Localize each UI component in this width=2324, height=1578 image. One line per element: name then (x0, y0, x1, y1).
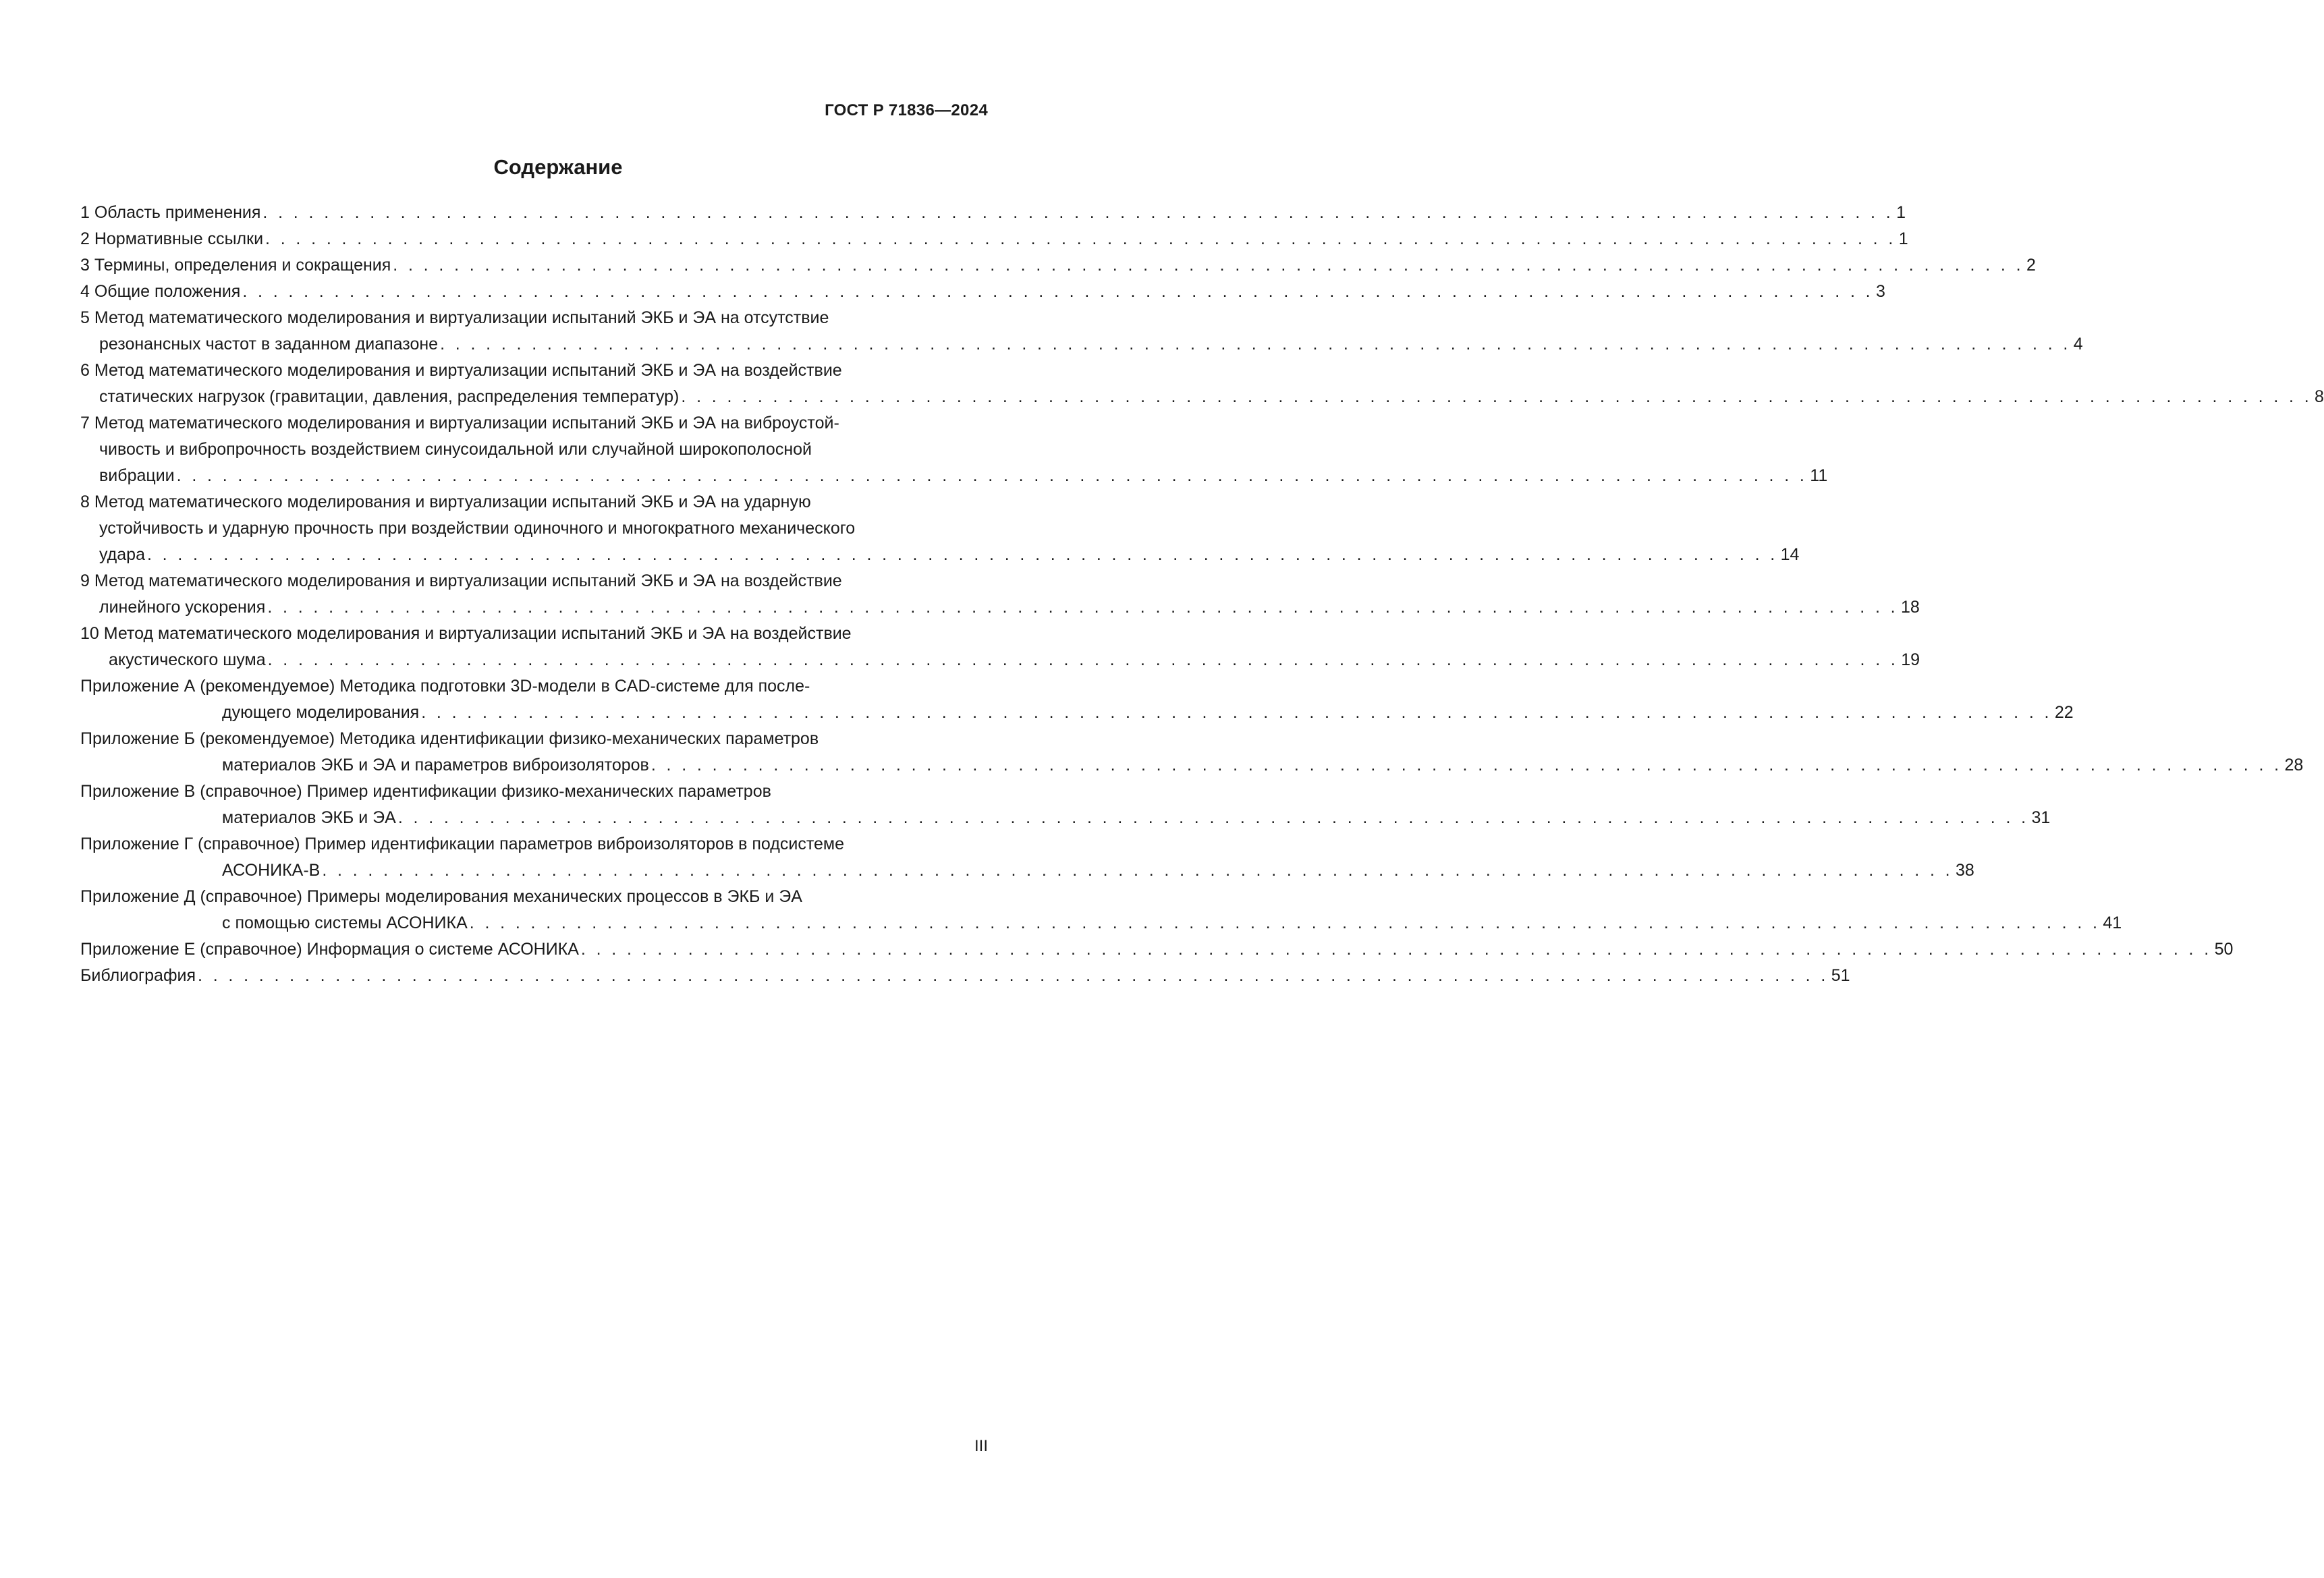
toc-entry-text: 6 Метод математического моделирования и виртуализации испытаний ЭКБ и ЭА на воздействие (80, 361, 842, 380)
toc-entry-text: 9 Метод математического моделирования и виртуализации испытаний ЭКБ и ЭА на воздействие (80, 571, 842, 590)
toc-leader-dots: . . . . . . . . . . . . . . . . . . . . . . . . . . . . . . . . . . . . . . . . . . . . . . . . . . . . . . . . . . . . . . . . . . . . . . . . . . . . . . . . . . . . . . . . . . . . . . . . . . . . . . . . . . . (580, 940, 2212, 959)
toc-leader-dots: . . . . . . . . . . . . . . . . . . . . . . . . . . . . . . . . . . . . . . . . . . . . . . . . . . . . . . . . . . . . . . . . . . . . . . . . . . . . . . . . . . . . . . . . . . . . . . . . . . . . . . . . . . . (265, 229, 1896, 248)
toc-entry[interactable] (80, 410, 1828, 489)
toc-entry-text: резонансных частот в заданном диапазоне (99, 335, 439, 354)
toc-entry-text: 2 Нормативные ссылки (80, 229, 264, 248)
toc-entry-text: 7 Метод математического моделирования и виртуализации испытаний ЭКБ и ЭА на виброустой- (80, 414, 839, 432)
toc-entry-text: чивость и вибропрочность воздействием синусоидальной или случайной широкополосной (99, 440, 812, 459)
toc-entry[interactable] (80, 252, 2036, 279)
toc-page-number: 22 (2054, 703, 2074, 722)
toc-leader-dots: . . . . . . . . . . . . . . . . . . . . . . . . . . . . . . . . . . . . . . . . . . . . . . . . . . . . . . . . . . . . . . . . . . . . . . . . . . . . . . . . . . . . . . . . . . . . . . . . . . . . . . . . . . . (440, 335, 2071, 354)
toc-entry[interactable] (80, 568, 1920, 621)
toc-page-number: 1 (1898, 229, 1908, 248)
toc-entry-text: 8 Метод математического моделирования и виртуализации испытаний ЭКБ и ЭА на ударную (80, 492, 811, 511)
toc-leader-dots: . . . . . . . . . . . . . . . . . . . . . . . . . . . . . . . . . . . . . . . . . . . . . . . . . . . . . . . . . . . . . . . . . . . . . . . . . . . . . . . . . . . . . . . . . . . . . . . . . . . . . . . . . . . (267, 650, 1899, 669)
toc-leader-dots: . . . . . . . . . . . . . . . . . . . . . . . . . . . . . . . . . . . . . . . . . . . . . . . . . . . . . . . . . . . . . . . . . . . . . . . . . . . . . . . . . . . . . . . . . . . . . . . . . . . . . . . . . . . (421, 703, 2052, 722)
toc-page-number: 3 (1875, 282, 1885, 301)
toc-page-number: 31 (2031, 808, 2051, 827)
toc-entry[interactable] (80, 279, 1885, 305)
toc-entry[interactable] (80, 936, 2234, 963)
toc-entry-text: Приложение В (справочное) Пример идентификации физико-механических параметров (80, 782, 771, 801)
toc-leader-dots: . . . . . . . . . . . . . . . . . . . . . . . . . . . . . . . . . . . . . . . . . . . . . . . . . . . . . . . . . . . . . . . . . . . . . . . . . . . . . . . . . . . . . . . . . . . . . . . . . . . . . . . . . . . (393, 256, 2024, 275)
toc-entry-text: Приложение Г (справочное) Пример идентификации параметров виброизоляторов в подсистеме (80, 835, 845, 853)
toc-page-number: 50 (2214, 940, 2234, 959)
toc-leader-dots: . . . . . . . . . . . . . . . . . . . . . . . . . . . . . . . . . . . . . . . . . . . . . . . . . . . . . . . . . . . . . . . . . . . . . . . . . . . . . . . . . . . . . . . . . . . . . . . . . . . . . . . . . . . (176, 466, 1808, 485)
toc-page-number: 19 (1901, 650, 1920, 669)
toc-leader-dots: . . . . . . . . . . . . . . . . . . . . . . . . . . . . . . . . . . . . . . . . . . . . . . . . . . . . . . . . . . . . . . . . . . . . . . . . . . . . . . . . . . . . . . . . . . . . . . . . . . . . . . . . . . . (242, 282, 1873, 301)
toc-entry-text: 5 Метод математического моделирования и виртуализации испытаний ЭКБ и ЭА на отсутствие (80, 308, 829, 327)
toc-entry-text: статических нагрузок (гравитации, давления, распределения температур) (99, 387, 680, 406)
toc-entry[interactable] (80, 884, 2122, 936)
page-number: III (974, 1437, 988, 1455)
toc-entry-text: вибрации (99, 466, 175, 485)
toc-entry-text: линейного ускорения (99, 598, 266, 617)
toc-entry[interactable] (80, 305, 2083, 358)
toc-entry-text: АСОНИКА-В (222, 861, 321, 880)
table-of-contents (80, 200, 2324, 989)
toc-entry[interactable] (80, 726, 2304, 779)
toc-entry-text: 4 Общие положения (80, 282, 241, 301)
toc-page-number: 41 (2103, 913, 2122, 932)
toc-entry-text: Приложение А (рекомендуемое) Методика подготовки 3D-модели в CAD-системе для после- (80, 677, 810, 696)
toc-page-number: 2 (2026, 256, 2036, 275)
toc-page-number: 14 (1780, 545, 1800, 564)
toc-entry[interactable] (80, 621, 1920, 673)
toc-entry-text: акустического шума (109, 650, 266, 669)
toc-entry-text: Приложение Е (справочное) Информация о системе АСОНИКА (80, 940, 579, 959)
toc-leader-dots: . . . . . . . . . . . . . . . . . . . . . . . . . . . . . . . . . . . . . . . . . . . . . . . . . . . . . . . . . . . . . . . . . . . . . . . . . . . . . . . . . . . . . . . . . . . . . . . . . . . . . . . . . . . (469, 913, 2101, 932)
toc-entry[interactable] (80, 831, 1974, 884)
toc-entry-text: 10 Метод математического моделирования и виртуализации испытаний ЭКБ и ЭА на воздействие (80, 624, 852, 643)
toc-entry[interactable] (80, 489, 1800, 568)
toc-page-number: 4 (2073, 335, 2083, 354)
toc-page-number: 1 (1896, 203, 1906, 222)
toc-page-number: 18 (1900, 598, 1920, 617)
toc-entry-text: Библиография (80, 966, 196, 985)
toc-entry-text: с помощью системы АСОНИКА (222, 913, 468, 932)
page-title: Содержание (493, 155, 623, 179)
toc-entry-text: 3 Термины, определения и сокращения (80, 256, 391, 275)
toc-entry[interactable] (80, 358, 2324, 410)
toc-leader-dots: . . . . . . . . . . . . . . . . . . . . . . . . . . . . . . . . . . . . . . . . . . . . . . . . . . . . . . . . . . . . . . . . . . . . . . . . . . . . . . . . . . . . . . . . . . . . . . . . . . . . . . . . . . . (651, 756, 2282, 774)
toc-entry-text: дующего моделирования (222, 703, 420, 722)
toc-page-number: 28 (2284, 756, 2304, 774)
toc-leader-dots: . . . . . . . . . . . . . . . . . . . . . . . . . . . . . . . . . . . . . . . . . . . . . . . . . . . . . . . . . . . . . . . . . . . . . . . . . . . . . . . . . . . . . . . . . . . . . . . . . . . . . . . . . . . (267, 598, 1898, 617)
toc-leader-dots: . . . . . . . . . . . . . . . . . . . . . . . . . . . . . . . . . . . . . . . . . . . . . . . . . . . . . . . . . . . . . . . . . . . . . . . . . . . . . . . . . . . . . . . . . . . . . . . . . . . . . . . . . . . (322, 861, 1953, 880)
toc-page-number: 8 (2315, 387, 2324, 406)
toc-entry-text: удара (99, 545, 145, 564)
toc-entry-text: 1 Область применения (80, 203, 261, 222)
document-code: ГОСТ Р 71836—2024 (825, 101, 988, 119)
toc-entry[interactable] (80, 200, 1906, 226)
toc-entry-text: устойчивость и ударную прочность при воздействии одиночного и многократного механического (99, 519, 856, 538)
toc-leader-dots: . . . . . . . . . . . . . . . . . . . . . . . . . . . . . . . . . . . . . . . . . . . . . . . . . . . . . . . . . . . . . . . . . . . . . . . . . . . . . . . . . . . . . . . . . . . . . . . . . . . . . . . . . . . (397, 808, 2029, 827)
toc-entry-text: Приложение Д (справочное) Примеры моделирования механических процессов в ЭКБ и ЭА (80, 887, 802, 906)
toc-leader-dots: . . . . . . . . . . . . . . . . . . . . . . . . . . . . . . . . . . . . . . . . . . . . . . . . . . . . . . . . . . . . . . . . . . . . . . . . . . . . . . . . . . . . . . . . . . . . . . . . . . . . . . . . . . . (198, 966, 1829, 985)
toc-entry[interactable] (80, 226, 1908, 252)
toc-entry-text: материалов ЭКБ и ЭА и параметров виброизоляторов (222, 756, 649, 774)
toc-leader-dots: . . . . . . . . . . . . . . . . . . . . . . . . . . . . . . . . . . . . . . . . . . . . . . . . . . . . . . . . . . . . . . . . . . . . . . . . . . . . . . . . . . . . . . . . . . . . . . . . . . . . . . . . . . . (262, 203, 1894, 222)
toc-leader-dots: . . . . . . . . . . . . . . . . . . . . . . . . . . . . . . . . . . . . . . . . . . . . . . . . . . . . . . . . . . . . . . . . . . . . . . . . . . . . . . . . . . . . . . . . . . . . . . . . . . . . . . . . . . . (146, 545, 1778, 564)
toc-entry-text: материалов ЭКБ и ЭА (222, 808, 396, 827)
toc-leader-dots: . . . . . . . . . . . . . . . . . . . . . . . . . . . . . . . . . . . . . . . . . . . . . . . . . . . . . . . . . . . . . . . . . . . . . . . . . . . . . . . . . . . . . . . . . . . . . . . . . . . . . . . . . . . (681, 387, 2313, 406)
toc-entry[interactable] (80, 673, 2074, 726)
toc-page-number: 38 (1956, 861, 1974, 880)
toc-entry[interactable] (80, 963, 1850, 989)
toc-page-number: 51 (1831, 966, 1850, 985)
toc-entry-text: Приложение Б (рекомендуемое) Методика идентификации физико-механических параметров (80, 729, 819, 748)
toc-page-number: 11 (1810, 466, 1828, 485)
toc-entry[interactable] (80, 779, 2051, 831)
